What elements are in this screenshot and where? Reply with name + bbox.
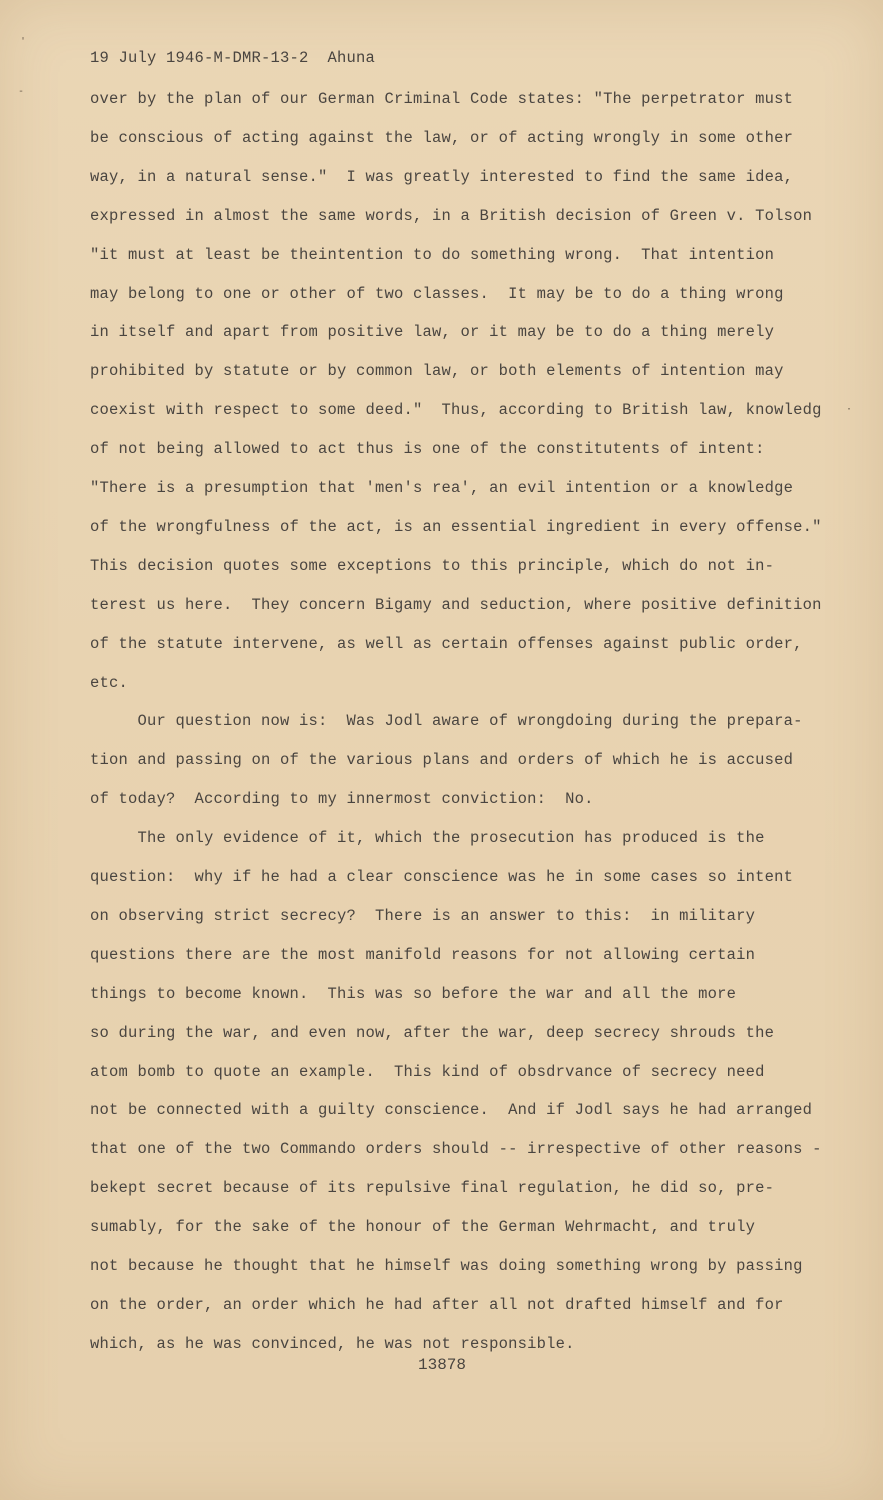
text-line: not be connected with a guilty conscience. And if Jodl says he had arranged [90, 1101, 813, 1120]
margin-mark: · [846, 404, 853, 415]
text-line: terest us here. They concern Bigamy and seduction, where positive definition [90, 595, 822, 614]
text-line: things to become known. This was so before the war and all the more [90, 984, 737, 1003]
text-line: coexist with respect to some deed." Thus, according to British law, knowledg [90, 401, 822, 420]
text-line: "There is a presumption that 'men's rea', an evil intention or a knowledge [90, 479, 794, 497]
text-line: sumably, for the sake of the honour of the German Wehrmacht, and truly [90, 1218, 756, 1237]
text-line: over by the plan of our German Criminal Code states: "The perpetrator must [90, 90, 794, 108]
text-line: This decision quotes some exceptions to this principle, which do not in- [90, 556, 775, 575]
text-line: Our question now is: Was Jodl aware of wrongdoing during the prepara- [90, 712, 803, 731]
page-number: 13878 [418, 1356, 467, 1374]
text-line: tion and passing on of the various plans and orders of which he is accused [90, 751, 794, 770]
text-line: way, in a natural sense." I was greatly interested to find the same idea, [90, 167, 794, 186]
text-line: The only evidence of it, which the prosecution has produced is the [90, 829, 765, 848]
text-line: on observing strict secrecy? There is an answer to this: in military [90, 906, 756, 925]
text-line: on the order, an order which he had after all not drafted himself and for [90, 1295, 784, 1314]
punch-mark: ' [20, 36, 27, 47]
page-header: 19 July 1946-M-DMR-13-2 Ahuna [90, 49, 376, 67]
text-line: not because he thought that he himself was doing something wrong by passing [90, 1257, 803, 1275]
text-line: questions there are the most manifold reasons for not allowing certain [90, 945, 756, 964]
text-line: so during the war, and even now, after the war, deep secrecy shrouds the [90, 1023, 775, 1042]
margin-mark: - [18, 86, 25, 97]
text-line: of the wrongfulness of the act, is an essential ingredient in every offense." [90, 517, 822, 536]
text-line: "it must at least be theintention to do something wrong. That intention [90, 245, 775, 264]
text-line: of not being allowed to act thus is one of the constitutents of intent: [90, 440, 765, 459]
text-line: of today? According to my innermost conviction: No. [90, 790, 594, 809]
text-line: etc. [90, 673, 129, 692]
text-line: bekept secret because of its repulsive final regulation, he did so, pre- [90, 1179, 775, 1198]
text-line: question: why if he had a clear conscience was he in some cases so intent [90, 868, 794, 886]
text-line: may belong to one or other of two classes. It may be to do a thing wrong [90, 284, 784, 303]
text-line: atom bomb to quote an example. This kind of obsdrvance of secrecy need [90, 1062, 765, 1081]
text-line: be conscious of acting against the law, or of acting wrongly in some other [90, 128, 794, 147]
text-line: which, as he was convinced, he was not responsible. [90, 1334, 575, 1353]
text-line: in itself and apart from positive law, or it may be to do a thing merely [90, 323, 775, 342]
text-line: of the statute intervene, as well as certain offenses against public order, [90, 634, 803, 653]
text-line: that one of the two Commando orders should -- irrespective of other reasons - [90, 1140, 822, 1159]
text-line: prohibited by statute or by common law, or both elements of intention may [90, 362, 784, 381]
text-line: expressed in almost the same words, in a British decision of Green v. Tolson [90, 206, 813, 225]
